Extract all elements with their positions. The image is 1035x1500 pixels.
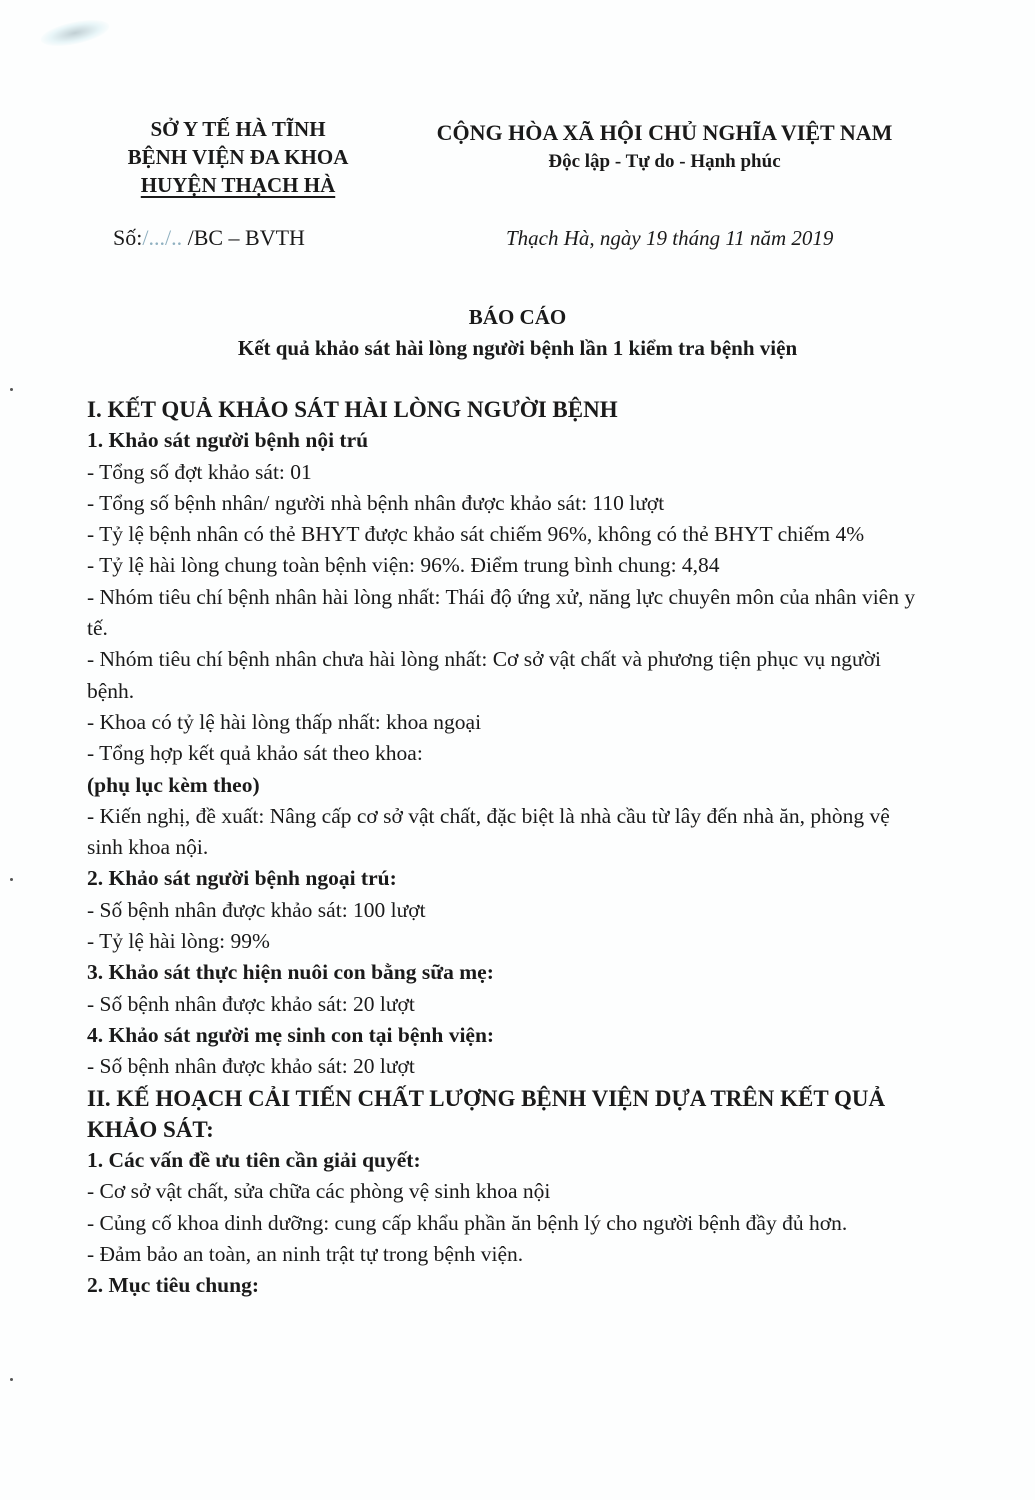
doc-number-handwritten: /.../.. <box>142 225 183 250</box>
national-header <box>392 118 937 176</box>
list-item: - Số bệnh nhân được khảo sát: 20 lượt <box>87 991 415 1016</box>
document-subtitle: Kết quả khảo sát hài lòng người bệnh lần 1 kiểm tra bệnh viện <box>237 336 798 360</box>
list-item: - Củng cố khoa dinh dưỡng: cung cấp khẩu phần ăn bệnh lý cho người bệnh đầy đủ hơn. <box>87 1210 848 1235</box>
subsection-heading: 2. Khảo sát người bệnh ngoại trú: <box>87 866 397 891</box>
national-motto: Độc lập - Tự do - Hạnh phúc <box>548 151 781 172</box>
subsection-heading: 1. Khảo sát người bệnh nội trú <box>87 428 369 453</box>
scan-speck <box>10 388 13 391</box>
list-item: - Tỷ lệ bệnh nhân có thẻ BHYT được khảo sát chiếm 96%, không có thẻ BHYT chiếm 4% <box>87 522 865 547</box>
list-item: - Khoa có tỷ lệ hài lòng thấp nhất: khoa ngoại <box>87 709 482 734</box>
list-item: - Tổng số đợt khảo sát: 01 <box>87 459 312 484</box>
document-title-block <box>0 302 1035 364</box>
subsection-heading: 1. Các vấn đề ưu tiên cần giải quyết: <box>87 1148 421 1173</box>
document-title: BÁO CÁO <box>468 305 567 329</box>
section-heading: II. KẾ HOẠCH CẢI TIẾN CHẤT LƯỢNG BỆNH VIỆN DỰA TRÊN KẾT QUẢ KHẢO SÁT: <box>87 1085 886 1142</box>
list-item: - Nhóm tiêu chí bệnh nhân hài lòng nhất: Thái độ ứng xử, năng lực chuyên môn của nhân viên y tế. <box>87 584 916 641</box>
issuing-authority <box>88 115 388 199</box>
nation-name: CỘNG HÒA XÃ HỘI CHỦ NGHĨA VIỆT NAM <box>436 120 893 145</box>
subsection-heading: 3. Khảo sát thực hiện nuôi con bằng sữa mẹ: <box>87 960 494 985</box>
list-item: - Đảm bảo an toàn, an ninh trật tự trong bệnh viện. <box>87 1242 524 1267</box>
list-item: - Tổng hợp kết quả khảo sát theo khoa: <box>87 741 423 766</box>
document-number <box>113 225 305 251</box>
list-item: - Tỷ lệ hài lòng: 99% <box>87 929 270 954</box>
subsection-heading: 4. Khảo sát người mẹ sinh con tại bệnh viện: <box>87 1022 495 1047</box>
list-item: - Tổng số bệnh nhân/ người nhà bệnh nhân được khảo sát: 110 lượt <box>87 490 665 515</box>
list-item: - Tỷ lệ hài lòng chung toàn bệnh viện: 96%. Điểm trung bình chung: 4,84 <box>87 553 720 578</box>
scan-speck <box>10 878 13 881</box>
doc-number-suffix: /BC – BVTH <box>182 225 305 250</box>
section-heading: I. KẾT QUẢ KHẢO SÁT HÀI LÒNG NGƯỜI BỆNH <box>87 397 618 422</box>
authority-line-3: HUYỆN THẠCH HÀ <box>140 173 336 197</box>
scan-speck <box>10 1378 13 1381</box>
appendix-note: (phụ lục kèm theo) <box>87 772 260 797</box>
subsection-heading: 2. Mục tiêu chung: <box>87 1273 259 1298</box>
authority-line-2: BỆNH VIỆN ĐA KHOA <box>127 145 349 169</box>
list-item: - Nhóm tiêu chí bệnh nhân chưa hài lòng nhất: Cơ sở vật chất và phương tiện phục vụ người bệnh. <box>87 647 881 703</box>
list-item: - Kiến nghị, đề xuất: Nâng cấp cơ sở vật chất, đặc biệt là nhà cầu từ lây đến nhà ăn, phòng vệ sinh khoa nội. <box>87 803 890 860</box>
doc-number-prefix: Số: <box>113 225 143 250</box>
authority-line-1: SỞ Y TẾ HÀ TĨNH <box>150 117 326 141</box>
list-item: - Số bệnh nhân được khảo sát: 100 lượt <box>87 897 426 922</box>
scan-smudge <box>38 15 111 51</box>
list-item: - Cơ sở vật chất, sửa chữa các phòng vệ sinh khoa nội <box>87 1179 551 1204</box>
list-item: - Số bệnh nhân được khảo sát: 20 lượt <box>87 1054 415 1079</box>
place-and-date: Thạch Hà, ngày 19 tháng 11 năm 2019 <box>506 226 834 250</box>
document-body <box>87 394 917 1302</box>
